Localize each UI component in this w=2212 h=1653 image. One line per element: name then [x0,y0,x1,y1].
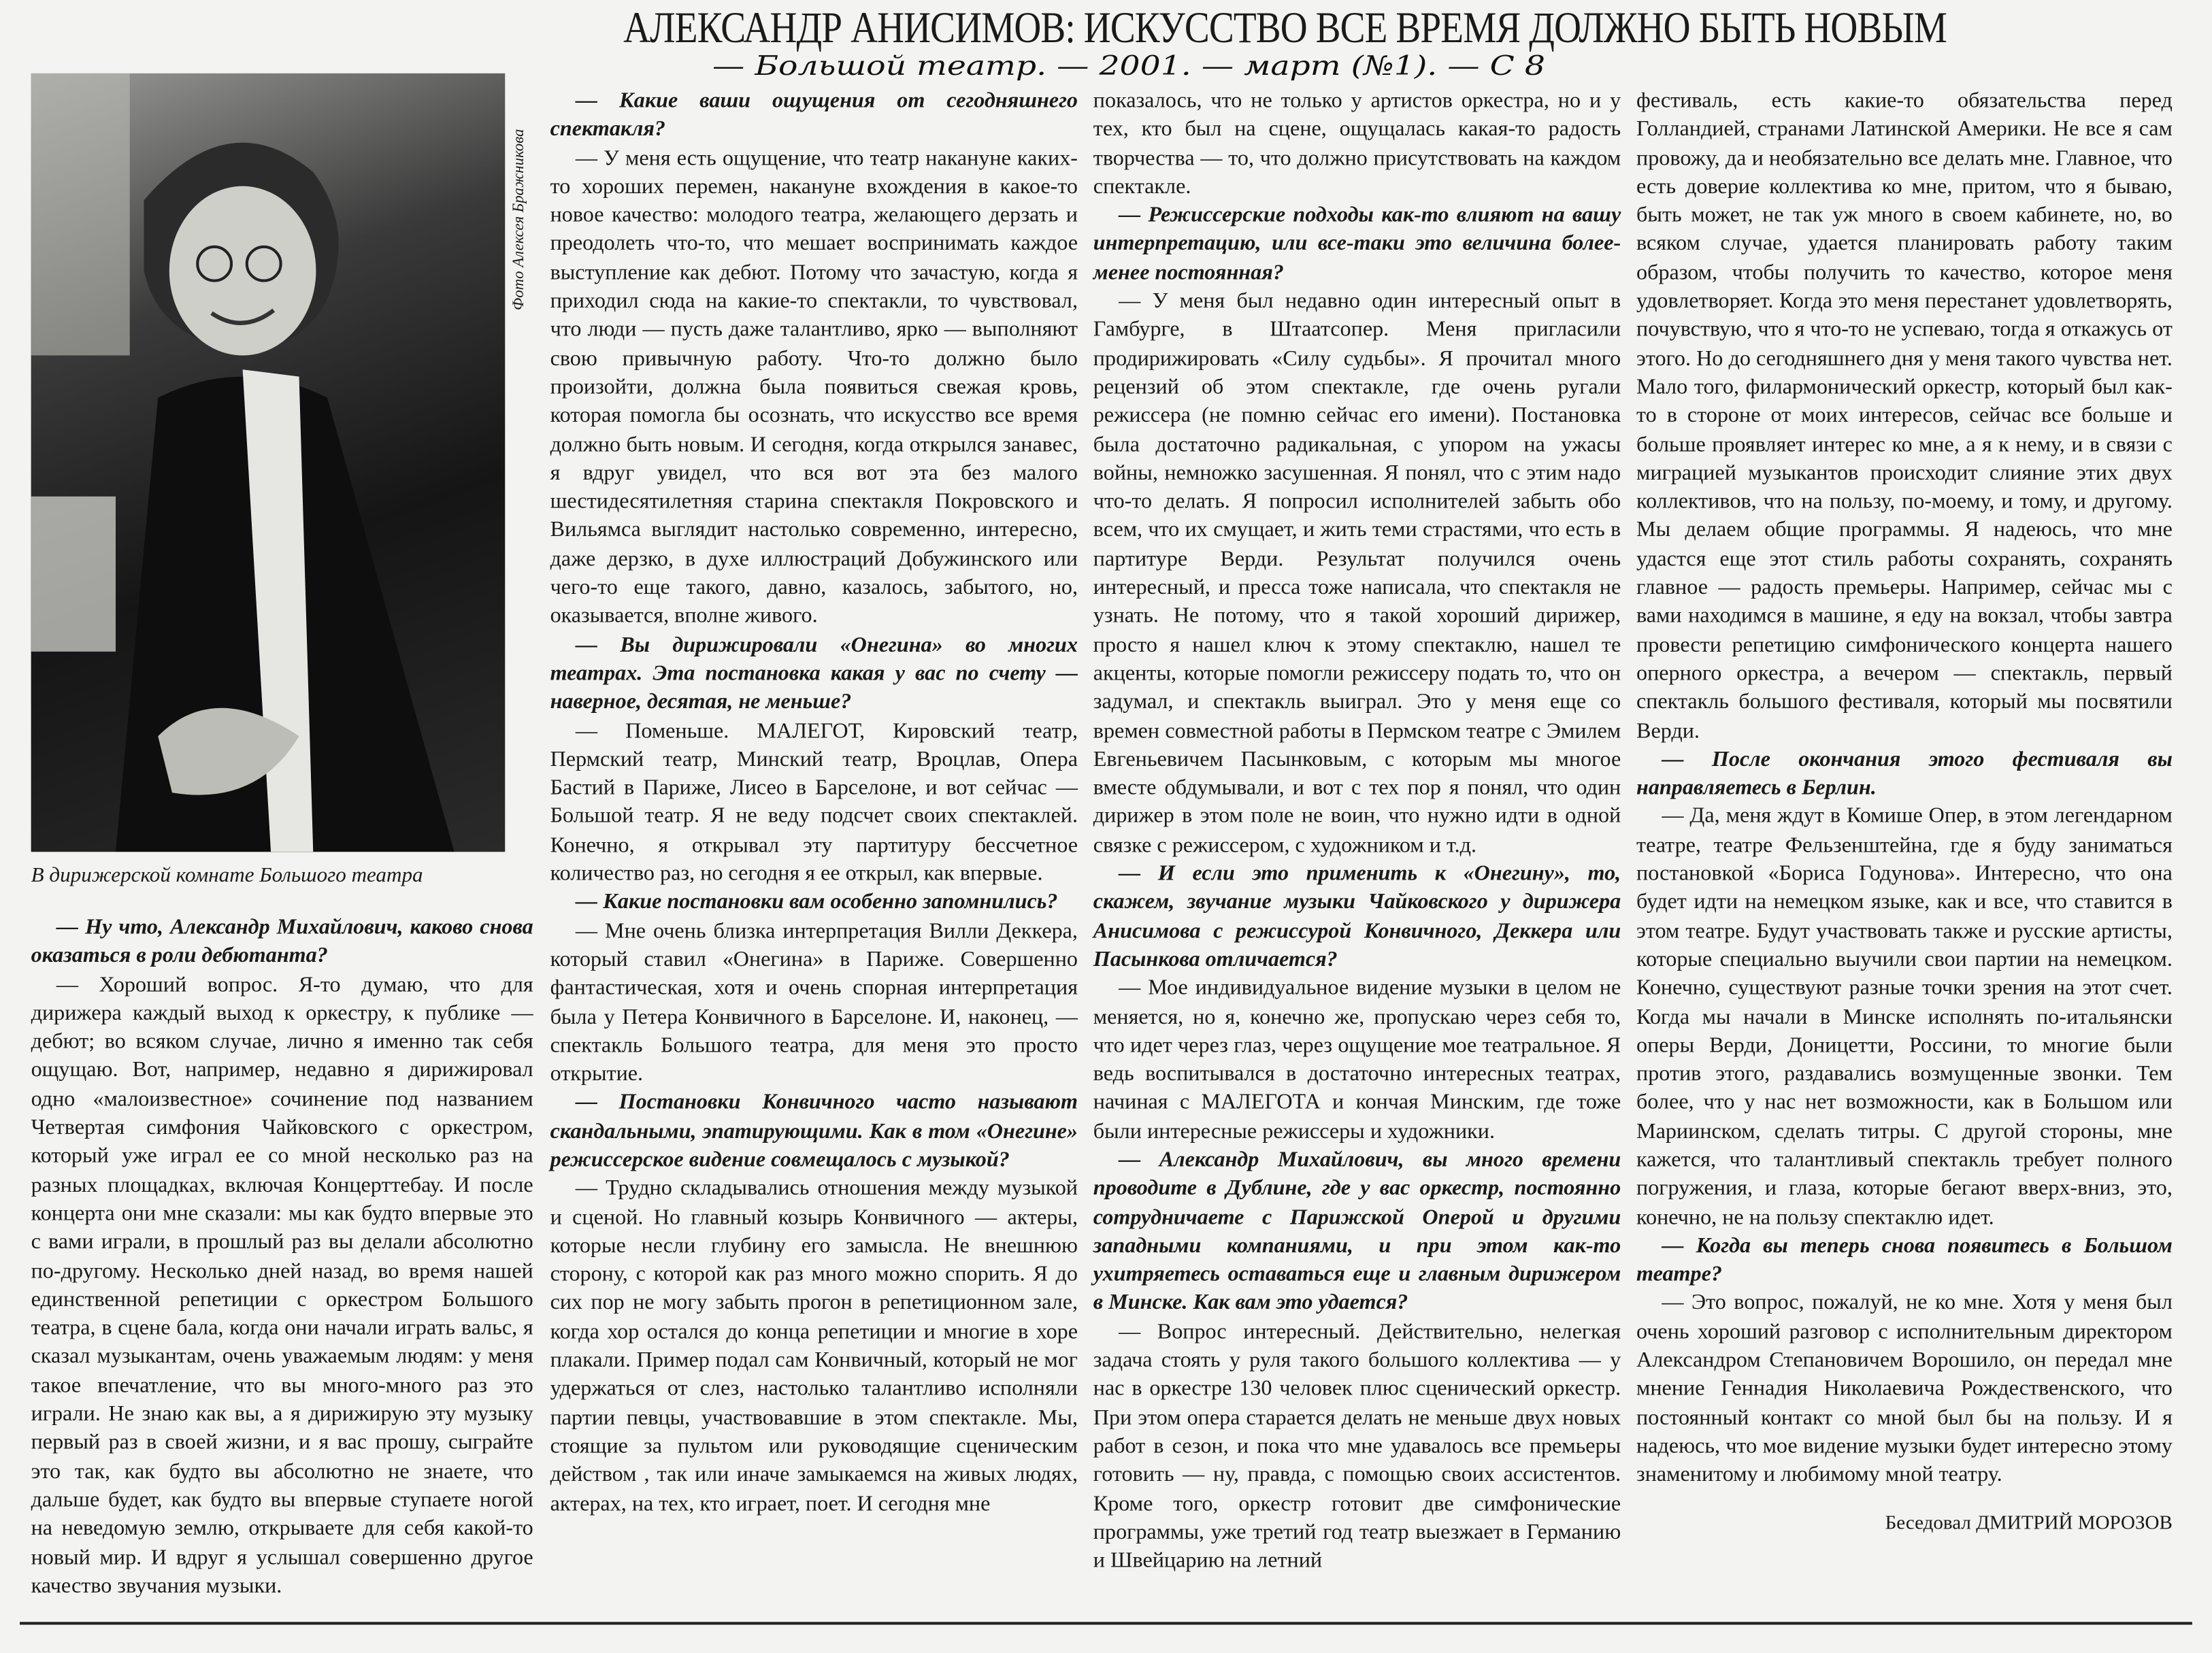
author-signature: Беседовал ДМИТРИЙ МОРОЗОВ [1885,1512,2173,1534]
interview-answer: — Это вопрос, пожалуй, не ко мне. Хотя у меня был очень хороший разговор с исполнительным директором Александром Степановичем Ворошило, он передал мне мнение Геннадия Николаевича Рождественского, что постоянный контакт со мной был бы на пользу. И я надеюсь, что мое видение музыки будет интересно этому знаменитому и любимому мной театру. [1636,1291,2173,1487]
interview-answer: — Поменьше. МАЛЕГОТ, Кировский театр, Пермский театр, Минский театр, Вроцлав, Опера Бастий в Париже, Лисео в Барселоне, и вот сейчас — Большой театр. Я не веду подсчет своих спектаклей. Конечно, я открывал эту партитуру бессчетное количество раз, но сегодня я ее открыл, как впервые. [550,718,1078,886]
photo-caption: В дирижерской комнате Большого театра [31,864,423,888]
photo-illustration [31,73,506,852]
interview-question: — После окончания этого фестиваля вы направляетесь в Берлин. [1636,747,2173,800]
conductor-photo [31,73,506,852]
article-column-2 [550,88,1078,1519]
article-column-1 [31,914,533,1601]
interview-answer: — Вопрос интересный. Действительно, нелегкая задача стоять у руля такого большого коллектива — у нас в оркестре 130 человек плюс сценический оркестр. При этом опера старается делать не меньше двух новых работ в сезон, и пока что мне удавалось все премьеры готовить — ну, правда, с помощью своих ассистентов. Кроме того, оркестр готовит две симфонические программы, уже третий год театр выезжает в Германию и Швейцарию на летний [1093,1320,1621,1573]
interview-answer: — У меня был недавно один интересный опыт в Гамбурге, в Штаатсопер. Меня пригласили продирижировать «Силу судьбы». Я прочитал много рецензий об этом спектакле, где очень ругали режиссера (не помню сейчас его имени). Постановка была достаточно радикальная, с упором на ужасы войны, немножко засушенная. Я понял, что с этим надо что-то делать. Я попросил исполнителей забыть обо всем, что их смущает, и жить теми страстями, что есть в партитуре Верди. Результат получился очень интересный, и пресса тоже написала, что спектакля не узнать. Не потому, что я такой хороший дирижер, просто я нашел ключ к этому спектаклю, нашел те акценты, которые помогли режиссеру подать то, что он задумал, и спектакль выиграл. Это у меня еще со времен совместной работы в Пермском театре с Эмилем Евгеньевичем Пасынковым, с которым мы многое вместе обдумывали, и вот с тех пор я понял, что один дирижер в этом поле не воин, что нужно идти в одной связке с режиссером, с художником и т.д. [1093,289,1621,857]
photo-credit: Фото Алексея Бражникова [510,129,528,311]
handwritten-source-note: — Большой театр. — 2001. — март (№1). — С 8 [712,50,1545,82]
bottom-rule [20,1622,2192,1624]
interview-answer: — Мне очень близка интерпретация Вилли Деккера, который ставил «Онегина» в Париже. Совершенно фантастическая, хотя и очень спорная интерпретация была у Петера Конвичного в Барселоне. И, наконец, — спектакль Большого театра, для меня это просто открытие. [550,918,1078,1086]
article-column-3 [1093,88,1621,1576]
article-title: АЛЕКСАНДР АНИСИМОВ: ИСКУССТВО ВСЕ ВРЕМЯ ДОЛЖНО БЫТЬ НОВЫМ [623,3,1947,52]
interview-question: — Ну что, Александр Михайлович, каково снова оказаться в роли дебютанта? [31,915,533,968]
interview-question: — Режиссерские подходы как-то влияют на вашу интерпретацию, или все-таки это величина более-менее постоянная? [1093,203,1621,285]
interview-question: — Постановки Конвичного часто называют скандальными, эпатирующими. Как в том «Онегине» режиссерское видение совмещалось с музыкой? [550,1090,1078,1172]
interview-answer: — Да, меня ждут в Комише Опер, в этом легендарном театре, театре Фельзенштейна, где я буду заниматься постановкой «Бориса Годунова». Интересно, что она будет идти на немецком языке, как и все, что ставится в этом театре. Будут участвовать также и русские артисты, которые специально выучили свои партии на немецком. Конечно, существуют разные точки зрения на этот счет. Когда мы начали в Минске исполнять по-итальянски оперы Верди, Доницетти, Россини, то многие были против этого, раздавались возмущенные звонки. Тем более, что у нас нет возможности, как в Большом или Мариинском, сделать титры. С другой стороны, мне кажется, что талантливый спектакль требует полного погружения, и глаза, которые бегают вверх-вниз, это, конечно, не на пользу спектаклю идет. [1636,804,2173,1230]
interview-question: — Какие ваши ощущения от сегодняшнего спектакля? [550,88,1078,141]
interview-question: — Александр Михайлович, вы много времени проводите в Дублине, где у вас оркестр, постоянно сотрудничаете с Парижской Оперой и другими западными компаниями, и при этом как-то ухитряетесь оставаться еще и главным дирижером в Минске. Как вам это удается? [1093,1148,1621,1316]
interview-answer: — Хороший вопрос. Я-то думаю, что для дирижера каждый выход к оркестру, к публике — дебют; во всяком случае, лично я именно так себя ощущаю. Вот, например, недавно я дирижировал одно «малоизвестное» сочинение под названием Четвертая симфония Чайковского с оркестром, который уже играл ее со мной несколько раз на разных площадках, включая Концерттебау. И после концерта они мне сказали: мы как будто впервые это с вами играли, в прошлый раз вы делали абсолютно по-другому. Несколько дней назад, во время нашей единственной репетиции с оркестром Большого театра, в сцене бала, когда они начали играть вальс, я сказал музыкантам, очень уважаемым людям: у меня такое впечатление, что вы много-много раз это играли. Не знаю как вы, а я дирижирую эту музыку первый раз в своей жизни, и я вас прошу, сыграйте это так, как будто вы абсолютно не знаете, что дальше будет, как будто вы впервые ступаете ногой на неведомую землю, открываете для себя какой-то новый мир. И вдруг я услышал совершенно другое качество звучания музыки. [31,972,533,1598]
article-column-4 [1636,88,2173,1539]
interview-question: — И если это применить к «Онегину», то, скажем, звучание музыки Чайковского у дирижера Анисимова с режиссурой Конвичного, Деккера или Пасынкова отличается? [1093,861,1621,972]
interview-answer-continued: показалось, что не только у артистов оркестра, но и у тех, кто был на сцене, ощущалась какая-то радость творчества — то, что должно присутствовать на каждом спектакле. [1093,88,1621,199]
interview-question: — Когда вы теперь снова появитесь в Большом театре? [1636,1233,2173,1287]
interview-answer: — У меня есть ощущение, что театр накануне каких-то хороших перемен, накануне вхождения в какое-то новое качество: молодого театра, желающего дерзать и преодолеть что-то, что мешает воспринимать каждое выступление как дебют. Потому что зачастую, когда я приходил сюда на какие-то спектакли, то чувствовал, что люди — пусть даже талантливо, ярко — выполняют свою привычную работу. Что-то должно было произойти, должна была появиться свежая кровь, которая помогла бы осознать, что искусство все время должно быть новым. И сегодня, когда открылся занавес, я вдруг увидел, что вся вот эта без малого шестидесятилетняя старина спектакля Покровского и Вильямса выглядит настолько современно, интересно, даже дерзко, в духе иллюстраций Добужинского или чего-то еще такого, давно, казалось, забытого, но, оказывается, вполне живого. [550,146,1078,629]
interview-question: — Вы дирижировали «Онегина» во многих театрах. Эта постановка какая у вас по счету — наверное, десятая, не меньше? [550,633,1078,714]
interview-answer: — Мое индивидуальное видение музыки в целом не меняется, но я, конечно же, пропускаю через себя то, что идет через глаз, через ощущение мое театральное. Я ведь воспитывался в достаточно интересных театрах, начиная с МАЛЕГОТА и кончая Минским, где тоже были интересные режиссеры и художники. [1093,976,1621,1143]
interview-answer: — Трудно складывались отношения между музыкой и сценой. Но главный козырь Конвичного — актеры, которые несли глубину его замысла. Не внешнюю сторону, с которой как раз много можно спорить. Я до сих пор не могу забыть прогон в репетиционном зале, когда хор остался до конца репетиции и многие в хоре плакали. Пример подал сам Конвичный, который не мог удержаться от слез, настолько талантливо исполняли партии певцы, участвовавшие в этом спектакле. Мы, стоящие за пультом или руководящие сценическим действом , так или иначе замыкаемся на живых людях, актерах, на тех, кто играет, поет. И сегодня мне [550,1176,1078,1516]
interview-question: — Какие постановки вам особенно запомнились? [575,890,1058,915]
interview-answer-continued: фестиваль, есть какие-то обязательства перед Голландией, странами Латинской Америки. Не все я сам провожу, да и необязательно все делать мне. Главное, что есть доверие коллектива ко мне, притом, что я бываю, быть может, не так уж много в своем кабинете, но, во всяком случае, удается планировать работу таким образом, чтобы получить то качество, которое меня удовлетворяет. Когда это меня перестанет удовлетворять, почувствую, что я что-то не успеваю, тогда я откажусь от этого. Но до сегодняшнего дня у меня такого чувства нет. Мало того, филармонический оркестр, который был как-то в стороне от моих интересов, сейчас все больше и больше проявляет интерес ко мне, а я к нему, и в связи с миграцией музыкантов происходит слияние этих двух коллективов, что на пользу, по-моему, и тому, и другому. Мы делаем общие программы. Я надеюсь, что мне удастся еще этот стиль работы сохранять, сохранять главное — радость премьеры. Например, сейчас мы с вами находимся в машине, я еду на вокзал, чтобы завтра провести репетицию симфонического концерта нашего оперного оркестра, а вечером — спектакль, первый спектакль большого фестиваля, который мы посвятили Верди. [1636,88,2173,743]
